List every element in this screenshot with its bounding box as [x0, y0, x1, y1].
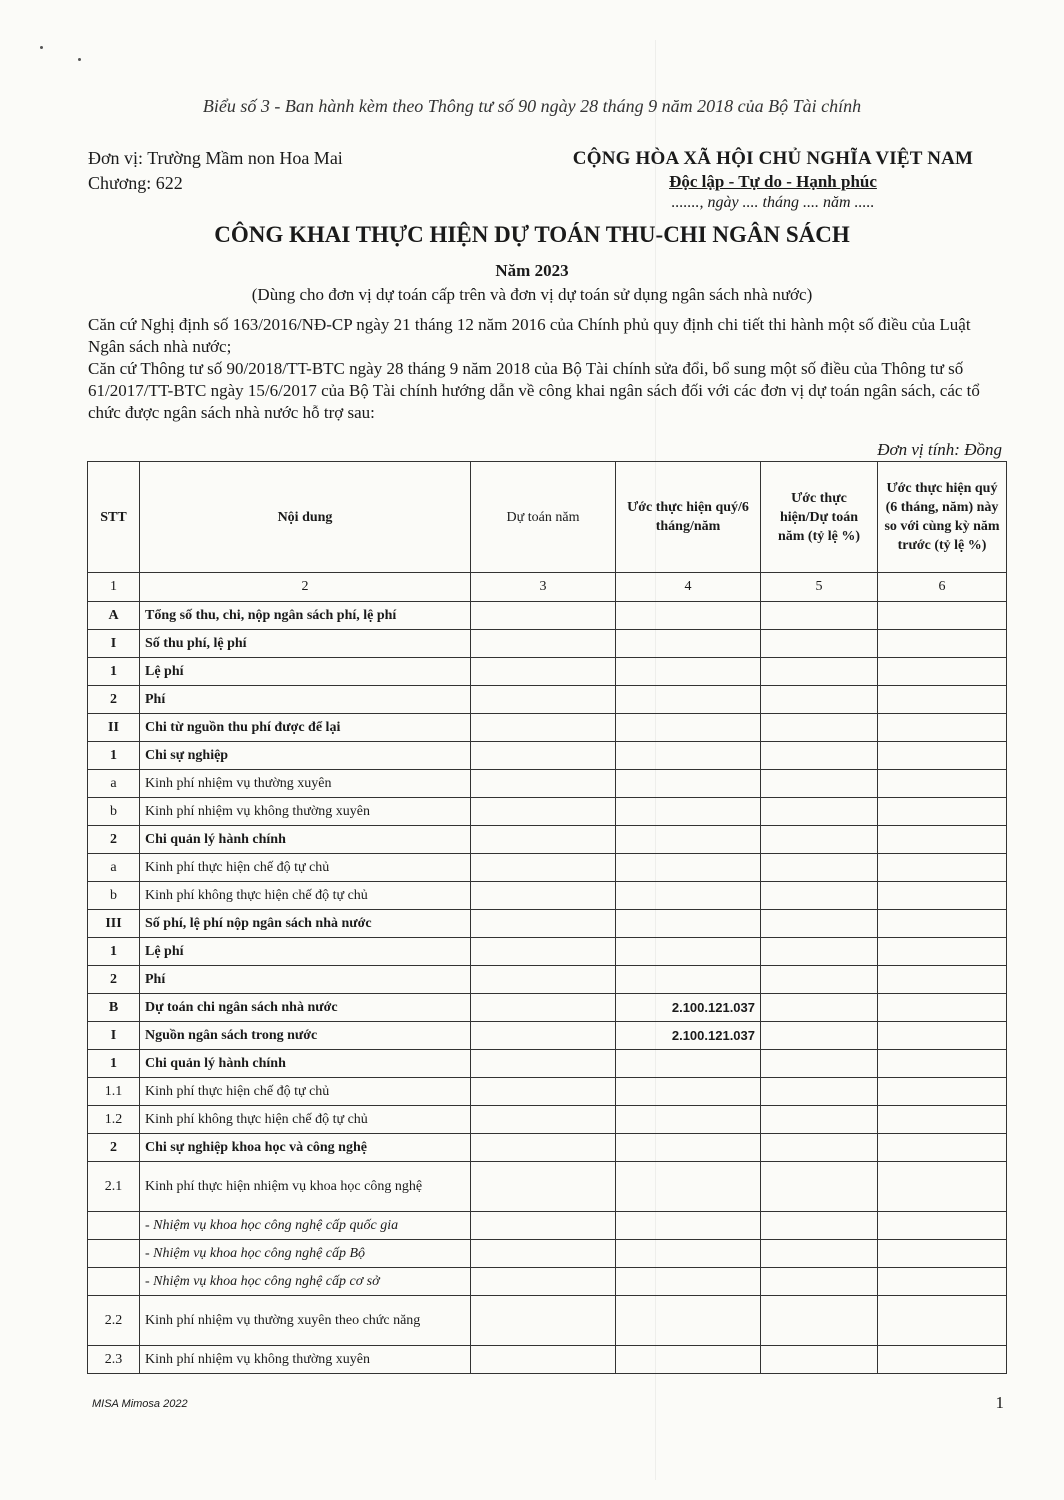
row-content: Số thu phí, lệ phí — [140, 630, 471, 658]
row-estimate — [471, 686, 616, 714]
row-estimate — [471, 798, 616, 826]
row-content: Kinh phí không thực hiện chế độ tự chủ — [140, 1106, 471, 1134]
row-estimated-performance — [616, 742, 761, 770]
row-estimated-performance — [616, 1296, 761, 1346]
row-estimate — [471, 602, 616, 630]
row-estimate — [471, 1296, 616, 1346]
header-estimate: Dự toán năm — [471, 462, 616, 573]
row-ratio-prior — [878, 910, 1007, 938]
row-stt — [88, 1268, 140, 1296]
row-stt: 2.3 — [88, 1346, 140, 1374]
row-ratio-prior — [878, 602, 1007, 630]
row-ratio-estimate — [761, 686, 878, 714]
form-reference: Biểu số 3 - Ban hành kèm theo Thông tư số 90 ngày 28 tháng 9 năm 2018 của Bộ Tài chính — [202, 96, 862, 116]
row-stt: 2 — [88, 826, 140, 854]
row-stt: 1 — [88, 658, 140, 686]
row-content: Kinh phí nhiệm vụ thường xuyên theo chức năng — [140, 1296, 471, 1346]
table-row — [88, 798, 1007, 826]
row-ratio-estimate — [761, 602, 878, 630]
column-number-row — [88, 573, 1007, 602]
row-ratio-estimate — [761, 770, 878, 798]
row-ratio-prior — [878, 826, 1007, 854]
row-estimated-performance — [616, 714, 761, 742]
row-content: Chi quản lý hành chính — [140, 1050, 471, 1078]
row-ratio-prior — [878, 770, 1007, 798]
row-content: Kinh phí không thực hiện chế độ tự chủ — [140, 882, 471, 910]
table-row — [88, 1296, 1007, 1346]
row-ratio-estimate — [761, 1162, 878, 1212]
row-ratio-estimate — [761, 966, 878, 994]
row-ratio-estimate — [761, 1296, 878, 1346]
table-row — [88, 938, 1007, 966]
row-stt: b — [88, 882, 140, 910]
row-stt: 2 — [88, 966, 140, 994]
row-estimated-performance — [616, 770, 761, 798]
row-estimated-performance — [616, 630, 761, 658]
row-stt: II — [88, 714, 140, 742]
row-ratio-estimate — [761, 714, 878, 742]
row-estimated-performance — [616, 1346, 761, 1374]
row-ratio-prior — [878, 742, 1007, 770]
row-ratio-estimate — [761, 1050, 878, 1078]
table-row — [88, 1022, 1007, 1050]
column-number: 1 — [88, 573, 140, 602]
row-estimate — [471, 630, 616, 658]
table-row — [88, 714, 1007, 742]
row-estimate — [471, 910, 616, 938]
table-row — [88, 994, 1007, 1022]
date-line: ......., ngày .... tháng .... năm ..... — [671, 194, 875, 211]
scan-speck — [78, 58, 81, 61]
row-ratio-prior — [878, 1296, 1007, 1346]
row-ratio-estimate — [761, 882, 878, 910]
row-estimate — [471, 1162, 616, 1212]
row-estimated-performance — [616, 1162, 761, 1212]
row-content: Tổng số thu, chi, nộp ngân sách phí, lệ phí — [140, 602, 471, 630]
row-content: Lệ phí — [140, 938, 471, 966]
row-content: - Nhiệm vụ khoa học công nghệ cấp quốc gia — [140, 1212, 471, 1240]
row-content: Chi sự nghiệp khoa học và công nghệ — [140, 1134, 471, 1162]
row-stt: 2 — [88, 1134, 140, 1162]
document-title: CÔNG KHAI THỰC HIỆN DỰ TOÁN THU-CHI NGÂN SÁCH — [214, 222, 850, 247]
column-number: 6 — [878, 573, 1007, 602]
row-content: Dự toán chi ngân sách nhà nước — [140, 994, 471, 1022]
table-row — [88, 1078, 1007, 1106]
row-content: Phí — [140, 686, 471, 714]
row-stt: A — [88, 602, 140, 630]
document-year: Năm 2023 — [495, 261, 569, 280]
row-ratio-estimate — [761, 630, 878, 658]
row-estimate — [471, 826, 616, 854]
row-ratio-prior — [878, 994, 1007, 1022]
row-stt: a — [88, 770, 140, 798]
row-estimate — [471, 1050, 616, 1078]
row-ratio-prior — [878, 1268, 1007, 1296]
row-ratio-estimate — [761, 1346, 878, 1374]
table-row — [88, 854, 1007, 882]
row-stt: I — [88, 630, 140, 658]
column-number: 2 — [140, 573, 471, 602]
table-row — [88, 826, 1007, 854]
row-ratio-estimate — [761, 1106, 878, 1134]
table-row — [88, 658, 1007, 686]
row-ratio-prior — [878, 714, 1007, 742]
row-content: Nguồn ngân sách trong nước — [140, 1022, 471, 1050]
row-estimate — [471, 1022, 616, 1050]
row-ratio-prior — [878, 938, 1007, 966]
row-estimated-performance — [616, 1078, 761, 1106]
row-ratio-estimate — [761, 826, 878, 854]
row-content: Chi quản lý hành chính — [140, 826, 471, 854]
row-estimated-performance — [616, 1050, 761, 1078]
row-content: Chi sự nghiệp — [140, 742, 471, 770]
row-stt: 1 — [88, 1050, 140, 1078]
row-content: Chi từ nguồn thu phí được để lại — [140, 714, 471, 742]
row-ratio-estimate — [761, 910, 878, 938]
row-content: Kinh phí thực hiện chế độ tự chủ — [140, 1078, 471, 1106]
nation-title: CỘNG HÒA XÃ HỘI CHỦ NGHĨA VIỆT NAM — [572, 148, 974, 169]
header-ratio-estimate: Ước thực hiện/Dự toán năm (tỷ lệ %) — [761, 462, 878, 573]
row-stt: 1.1 — [88, 1078, 140, 1106]
table-row — [88, 686, 1007, 714]
table-row — [88, 602, 1007, 630]
table-row — [88, 1240, 1007, 1268]
row-estimated-performance — [616, 1212, 761, 1240]
row-ratio-estimate — [761, 854, 878, 882]
unit-chapter: Chương: 622 — [88, 173, 183, 193]
legal-basis — [88, 314, 988, 424]
table-row — [88, 1050, 1007, 1078]
row-stt: 1.2 — [88, 1106, 140, 1134]
table-row — [88, 966, 1007, 994]
row-ratio-prior — [878, 1022, 1007, 1050]
row-stt: b — [88, 798, 140, 826]
row-content: Phí — [140, 966, 471, 994]
table-header-row — [88, 462, 1007, 573]
row-ratio-prior — [878, 1134, 1007, 1162]
row-estimated-performance: 2.100.121.037 — [616, 994, 761, 1022]
row-content: Kinh phí thực hiện chế độ tự chủ — [140, 854, 471, 882]
table-row — [88, 882, 1007, 910]
row-ratio-prior — [878, 1162, 1007, 1212]
row-ratio-prior — [878, 686, 1007, 714]
row-ratio-prior — [878, 1212, 1007, 1240]
column-number: 4 — [616, 573, 761, 602]
row-stt: III — [88, 910, 140, 938]
nation-motto: Độc lập - Tự do - Hạnh phúc — [669, 172, 877, 191]
row-estimate — [471, 742, 616, 770]
row-estimate — [471, 994, 616, 1022]
row-ratio-prior — [878, 1240, 1007, 1268]
unit-block — [88, 146, 343, 196]
row-ratio-estimate — [761, 994, 878, 1022]
row-stt: 2 — [88, 686, 140, 714]
document-scope: (Dùng cho đơn vị dự toán cấp trên và đơn vị dự toán sử dụng ngân sách nhà nước) — [251, 285, 813, 304]
row-stt — [88, 1212, 140, 1240]
table-row — [88, 1162, 1007, 1212]
row-estimated-performance: 2.100.121.037 — [616, 1022, 761, 1050]
table-row — [88, 770, 1007, 798]
table-row — [88, 1346, 1007, 1374]
row-ratio-prior — [878, 798, 1007, 826]
row-estimate — [471, 1346, 616, 1374]
row-estimated-performance — [616, 602, 761, 630]
table-row — [88, 742, 1007, 770]
row-ratio-prior — [878, 1078, 1007, 1106]
row-stt: 1 — [88, 938, 140, 966]
software-footer: MISA Mimosa 2022 — [92, 1398, 188, 1410]
row-estimate — [471, 1106, 616, 1134]
row-ratio-prior — [878, 630, 1007, 658]
row-estimate — [471, 938, 616, 966]
row-estimated-performance — [616, 1134, 761, 1162]
row-estimate — [471, 1240, 616, 1268]
row-ratio-estimate — [761, 1212, 878, 1240]
row-estimated-performance — [616, 798, 761, 826]
row-ratio-prior — [878, 882, 1007, 910]
row-estimated-performance — [616, 966, 761, 994]
row-ratio-prior — [878, 1346, 1007, 1374]
row-ratio-estimate — [761, 1022, 878, 1050]
row-stt: a — [88, 854, 140, 882]
unit-of-measure: Đơn vị tính: Đồng — [877, 440, 1002, 459]
row-estimated-performance — [616, 658, 761, 686]
row-estimated-performance — [616, 882, 761, 910]
row-estimate — [471, 966, 616, 994]
row-estimate — [471, 854, 616, 882]
row-stt: B — [88, 994, 140, 1022]
table-row — [88, 1134, 1007, 1162]
row-stt: I — [88, 1022, 140, 1050]
row-content: Kinh phí nhiệm vụ không thường xuyên — [140, 1346, 471, 1374]
table-row — [88, 630, 1007, 658]
row-content: Số phí, lệ phí nộp ngân sách nhà nước — [140, 910, 471, 938]
row-estimate — [471, 658, 616, 686]
row-ratio-prior — [878, 854, 1007, 882]
row-estimated-performance — [616, 910, 761, 938]
row-ratio-estimate — [761, 1268, 878, 1296]
row-stt — [88, 1240, 140, 1268]
row-estimate — [471, 770, 616, 798]
row-estimated-performance — [616, 686, 761, 714]
row-ratio-prior — [878, 1106, 1007, 1134]
column-number: 5 — [761, 573, 878, 602]
table-body — [88, 602, 1007, 1374]
row-estimated-performance — [616, 1268, 761, 1296]
row-estimated-performance — [616, 1106, 761, 1134]
row-ratio-estimate — [761, 938, 878, 966]
row-estimate — [471, 1078, 616, 1106]
row-estimate — [471, 714, 616, 742]
column-number: 3 — [471, 573, 616, 602]
unit-name: Đơn vị: Trường Mầm non Hoa Mai — [88, 148, 343, 168]
row-estimate — [471, 1268, 616, 1296]
row-estimated-performance — [616, 938, 761, 966]
row-estimate — [471, 1212, 616, 1240]
basis-paragraph: Căn cứ Thông tư số 90/2018/TT-BTC ngày 28 tháng 9 năm 2018 của Bộ Tài chính sửa đổi, bổ sung một số điều của Thông tư số 61/2017/TT-BTC ngày 15/6/2017 của Bộ Tài chính hướng dẫn về công khai ngân sách đối với các đơn vị dự toán ngân sách, các tổ chức được ngân sách nhà nước hỗ trợ sau: — [88, 359, 980, 422]
row-estimated-performance — [616, 854, 761, 882]
row-ratio-estimate — [761, 798, 878, 826]
row-estimated-performance — [616, 826, 761, 854]
basis-paragraph: Căn cứ Nghị định số 163/2016/NĐ-CP ngày 21 tháng 12 năm 2016 của Chính phủ quy định chi tiết thi hành một số điều của Luật Ngân sách nhà nước; — [88, 315, 971, 356]
row-content: - Nhiệm vụ khoa học công nghệ cấp cơ sở — [140, 1268, 471, 1296]
row-ratio-estimate — [761, 1078, 878, 1106]
row-content: Kinh phí nhiệm vụ thường xuyên — [140, 770, 471, 798]
header-content: Nội dung — [140, 462, 471, 573]
row-stt: 1 — [88, 742, 140, 770]
header-estimated-performance: Ước thực hiện quý/6 tháng/năm — [616, 462, 761, 573]
row-ratio-estimate — [761, 1240, 878, 1268]
header-ratio-prior-year: Ước thực hiện quý (6 tháng, năm) này so với cùng kỳ năm trước (tỷ lệ %) — [878, 462, 1007, 573]
row-ratio-estimate — [761, 742, 878, 770]
row-ratio-prior — [878, 966, 1007, 994]
table-row — [88, 910, 1007, 938]
row-ratio-estimate — [761, 658, 878, 686]
row-estimate — [471, 1134, 616, 1162]
row-content: Kinh phí nhiệm vụ không thường xuyên — [140, 798, 471, 826]
table-row — [88, 1268, 1007, 1296]
row-stt: 2.2 — [88, 1296, 140, 1346]
budget-table — [87, 461, 1007, 1374]
table-row — [88, 1106, 1007, 1134]
national-heading — [548, 148, 998, 212]
row-content: Kinh phí thực hiện nhiệm vụ khoa học công nghệ — [140, 1162, 471, 1212]
table-row — [88, 1212, 1007, 1240]
row-ratio-prior — [878, 1050, 1007, 1078]
scan-speck — [40, 46, 43, 49]
row-content: Lệ phí — [140, 658, 471, 686]
header-stt: STT — [88, 462, 140, 573]
row-estimate — [471, 882, 616, 910]
row-ratio-prior — [878, 658, 1007, 686]
page-number: 1 — [995, 1393, 1004, 1412]
row-stt: 2.1 — [88, 1162, 140, 1212]
row-content: - Nhiệm vụ khoa học công nghệ cấp Bộ — [140, 1240, 471, 1268]
row-estimated-performance — [616, 1240, 761, 1268]
row-ratio-estimate — [761, 1134, 878, 1162]
